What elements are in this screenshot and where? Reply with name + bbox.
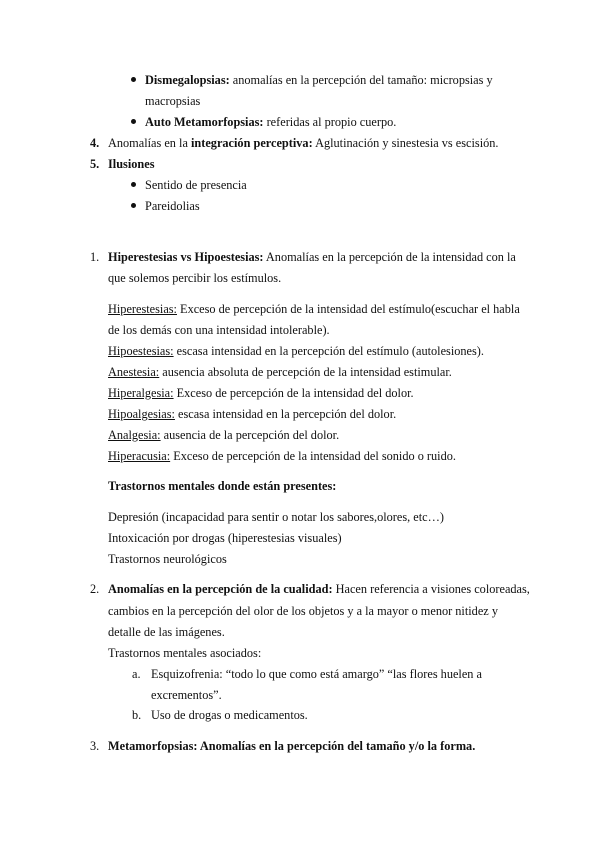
section-heading [108,581,530,597]
term: Hiperalgesia: [108,386,174,400]
definition-row [108,364,452,380]
list-letter: a. [132,667,141,681]
text: Anomalías en la [108,136,191,150]
bullet-icon [131,77,136,82]
definition: ausencia absoluta de percepción de la intensidad estimular. [159,365,452,379]
text-line: cambios en la percepción del olor de los objetos y a la mayor o menor nitidez y [108,604,498,618]
term: Hipoalgesias: [108,407,175,421]
term: Hipoestesias: [108,344,174,358]
definition-row [108,448,456,464]
text-line: que solemos percibir los estímulos. [108,271,282,285]
definition-row [108,301,520,317]
list-number: 5. [90,157,100,171]
sub-item: Esquizofrenia: “todo lo que como está amargo” “las flores huelen a [151,667,482,681]
bullet-icon [131,119,136,124]
list-item [108,135,499,151]
list-item: Ilusiones [108,157,155,171]
bullet-icon [131,203,136,208]
definition: escasa intensidad en la percepción del dolor. [174,407,397,421]
definition: Exceso de percepción de la intensidad del dolor. [173,386,414,400]
sub-item: Uso de drogas o medicamentos. [151,708,308,722]
list-item-continuation: macropsias [145,94,201,108]
text: Aglutinación y sinestesia vs escisión. [312,136,499,150]
list-number: 4. [90,136,100,150]
sub-item-continuation: excrementos”. [151,688,222,702]
term: Anestesia: [108,365,160,379]
definition: anomalías en la percepción del tamaño: micropsias y [229,73,493,87]
list-item [145,114,396,130]
disorder-item: Depresión (incapacidad para sentir o notar los sabores,olores, etc…) [108,510,444,524]
definition: Exceso de percepción de la intensidad del estímulo(escuchar el habla [176,302,520,316]
definition: referidas al propio cuerpo. [263,115,397,129]
text: Anomalías en la percepción de la intensidad con la [263,250,516,264]
list-item: Pareidolias [145,199,200,213]
disorder-item: Intoxicación por drogas (hiperestesias visuales) [108,531,342,545]
definition: escasa intensidad en la percepción del estímulo (autolesiones). [173,344,484,358]
disorders-heading: Trastornos mentales donde están presentes: [108,479,337,493]
text: Hacen referencia a visiones coloreadas, [332,582,530,596]
assoc-label: Trastornos mentales asociados: [108,646,262,660]
section-heading: Metamorfopsias: Anomalías en la percepción del tamaño y/o la forma. [108,739,476,753]
term: Analgesia: [108,428,161,442]
definition: Exceso de percepción de la intensidad del sonido o ruido. [170,449,456,463]
bullet-icon [131,182,136,187]
term: integración perceptiva: [190,136,313,150]
term: Hiperestesias vs Hipoestesias: [108,250,264,264]
definition: ausencia de la percepción del dolor. [160,428,340,442]
list-number: 2. [90,582,100,596]
list-number: 3. [90,739,100,753]
definition-row [108,406,396,422]
list-item: Sentido de presencia [145,178,247,192]
definition-continuation: de los demás con una intensidad intolerable). [108,323,330,337]
text-line: detalle de las imágenes. [108,625,225,639]
disorder-item: Trastornos neurológicos [108,552,227,566]
term: Hiperestesias: [108,302,177,316]
list-letter: b. [132,708,142,722]
term: Anomalías en la percepción de la cualidad: [108,582,333,596]
list-item [145,72,493,88]
definition-row [108,385,414,401]
list-number: 1. [90,250,100,264]
definition-row [108,343,484,359]
section-heading [108,249,516,265]
term: Hiperacusia: [108,449,171,463]
term: Dismegalopsias: [145,73,230,87]
term: Auto Metamorfopsias: [145,115,264,129]
definition-row [108,427,339,443]
